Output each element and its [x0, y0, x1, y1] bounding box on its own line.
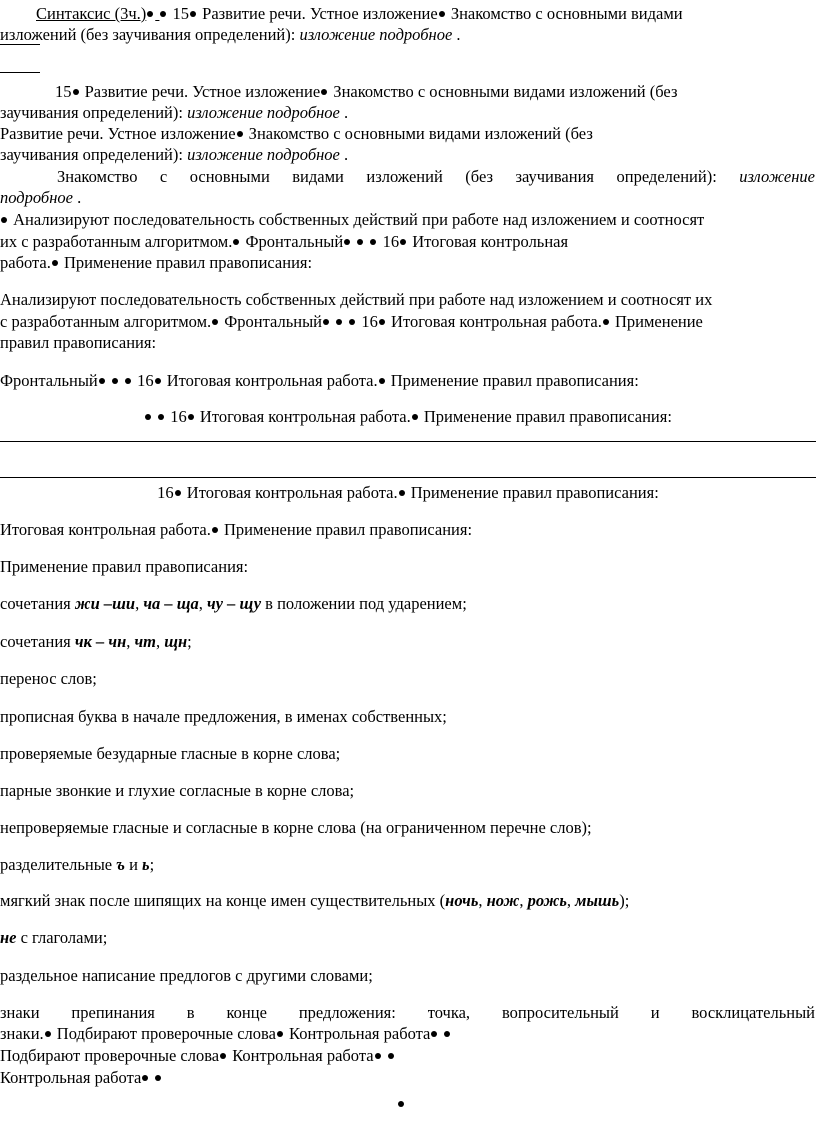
bullet-icon	[357, 239, 363, 245]
text: нож	[486, 891, 520, 910]
bullet-icon	[379, 378, 385, 384]
bullet-icon	[212, 527, 218, 533]
check-words-line	[0, 1046, 396, 1066]
rule-item	[0, 928, 107, 948]
text: Развитие речи. Устное изложение	[0, 124, 236, 143]
text: рожь	[527, 891, 567, 910]
text: работа.	[0, 253, 51, 272]
apply-line: Применение правил правописания:	[0, 557, 249, 576]
bullet-icon	[444, 1031, 450, 1037]
rule-item: сочетания жи –ши, ча – ща, чу – щу в положении под ударением;	[0, 594, 467, 613]
text: Знакомство с основными видами изложений (без	[333, 82, 678, 101]
bullet-icon	[375, 1053, 381, 1059]
analyze2-line-3	[0, 333, 156, 353]
block3-line-2: заучивания определений): изложение подробное .	[0, 145, 349, 164]
text: изложение	[739, 167, 816, 186]
bullet-icon	[379, 319, 385, 325]
bullet-icon	[321, 89, 327, 95]
text: Знакомство с основными видами изложений (без заучивания определений):	[57, 167, 717, 186]
analyze-line-2	[0, 232, 568, 252]
bullet-icon	[125, 378, 131, 384]
text: Подбирают проверочные слова	[56, 1024, 276, 1043]
text: Подбирают проверочные слова	[0, 1046, 220, 1065]
lesson-topic: Знакомство с основными видами	[450, 4, 683, 23]
lesson-title: Развитие речи. Устное изложение	[202, 4, 438, 23]
bullet-icon	[188, 414, 194, 420]
text: жи –ши	[74, 594, 136, 613]
text: Развитие речи. Устное изложение	[84, 82, 321, 101]
bullet-icon	[73, 89, 79, 95]
rule-item: мягкий знак после шипящих на конце имен существительных (ночь, нож, рожь, мышь);	[0, 891, 630, 910]
bullet-icon	[431, 1031, 437, 1037]
bullet-icon	[349, 319, 355, 325]
text: чт	[134, 632, 156, 651]
bullet-icon	[439, 11, 445, 17]
text: 16	[137, 371, 154, 390]
bullet-icon	[147, 11, 153, 17]
trailing-bullet	[397, 1094, 406, 1114]
analyze-line-1	[0, 210, 704, 230]
lesson-number: 15	[172, 4, 190, 23]
underline-stub	[0, 44, 40, 45]
text: Анализируют последовательность собственных действий при работе над изложением и соотносят	[13, 210, 705, 229]
rule-item-cont	[0, 1024, 452, 1044]
text: 16	[382, 232, 400, 251]
bullet-icon	[388, 1053, 394, 1059]
text: Знакомство с основными видами изложений (без	[248, 124, 593, 143]
bullet-icon	[412, 414, 418, 420]
divider-stub	[0, 72, 40, 73]
text: с глаголами;	[20, 928, 108, 947]
bullet-icon	[398, 1101, 404, 1107]
analyze2-line-1	[0, 290, 712, 310]
bullet-icon	[145, 414, 151, 420]
rule-item: проверяемые безударные гласные в корне слова;	[0, 744, 341, 763]
text: их с разработанным алгоритмом.	[0, 232, 233, 251]
horizontal-rule	[0, 441, 816, 442]
text: 16	[361, 312, 378, 331]
text: не	[0, 928, 17, 947]
text: ночь	[445, 891, 479, 910]
rule-item: знаки препинания в конце предложения: точка, вопросительный и восклицательный	[0, 1003, 815, 1022]
header-line-2: изложений (без заучивания определений): изложение подробное .	[0, 25, 461, 44]
rule-item: парные звонкие и глухие согласные в корне слова;	[0, 781, 355, 800]
text: Фронтальный	[224, 312, 323, 331]
text: ь	[142, 855, 150, 874]
text: Итоговая контрольная	[412, 232, 569, 251]
text: сочетания	[0, 632, 71, 651]
text: Применение правил правописания:	[423, 407, 672, 426]
text: Контрольная работа	[232, 1046, 374, 1065]
bullet-icon	[400, 239, 406, 245]
bullet-icon	[99, 378, 105, 384]
text: и	[129, 855, 138, 874]
bullet-icon	[112, 378, 118, 384]
text: Применение	[614, 312, 703, 331]
text: Фронтальный	[0, 371, 98, 390]
text: Итоговая контрольная работа.	[391, 312, 602, 331]
text: Применение правил правописания:	[64, 253, 313, 272]
bullet-icon	[277, 1031, 283, 1037]
bullet-icon	[220, 1053, 226, 1059]
header-line-1	[36, 4, 683, 24]
text: мягкий знак после шипящих на конце имен существительных (	[0, 891, 446, 910]
text: заучивания определений):	[0, 103, 183, 122]
text: Применение правил правописания:	[410, 483, 659, 502]
text: изложение подробное	[187, 103, 340, 122]
text: Контрольная работа	[289, 1024, 431, 1043]
block3-line-1	[0, 124, 593, 144]
text: сочетания	[0, 594, 71, 613]
text: 16	[170, 407, 187, 426]
lesson-form: изложение подробное	[299, 25, 453, 44]
text: Итоговая контрольная работа.	[199, 407, 411, 426]
block2-line-1	[55, 82, 677, 102]
bullet-icon	[175, 490, 181, 496]
block4-line-1	[57, 167, 815, 187]
text: 16	[157, 483, 174, 502]
block2-line-2: заучивания определений): изложение подробное .	[0, 103, 349, 122]
bullet-icon	[344, 239, 350, 245]
bullet-icon	[399, 490, 405, 496]
text: изложение подробное	[187, 145, 340, 164]
text: правил правописания:	[0, 333, 157, 352]
control-work-line	[0, 1068, 163, 1088]
bullet-icon	[52, 260, 58, 266]
bullet-icon	[336, 319, 342, 325]
horizontal-rule	[0, 477, 816, 478]
bullet-icon	[233, 239, 239, 245]
text: заучивания определений):	[0, 145, 183, 164]
bullet-icon	[1, 217, 7, 223]
frontal-line	[0, 371, 639, 391]
bullet-icon	[160, 11, 166, 17]
text: ъ	[116, 855, 125, 874]
rule-item: разделительные ъ и ь;	[0, 855, 155, 874]
analyze-line-3	[0, 253, 312, 273]
bullet-icon	[212, 319, 218, 325]
bullet-icon	[603, 319, 609, 325]
lesson-topic-end: изложений (без заучивания определений):	[0, 25, 296, 44]
block4-line-2: подробное .	[0, 188, 82, 207]
text: Применение правил правописания:	[390, 371, 639, 390]
rule-item: раздельное написание предлогов с другими словами;	[0, 966, 373, 985]
text: Итоговая контрольная работа.	[166, 371, 378, 390]
centered-line-1	[0, 407, 816, 427]
bullet-icon	[323, 319, 329, 325]
analyze2-line-2	[0, 312, 703, 332]
text: подробное	[0, 188, 73, 207]
bullet-icon	[190, 11, 196, 17]
itog-line	[0, 520, 472, 540]
bullet-icon	[155, 378, 161, 384]
bullet-icon	[142, 1075, 148, 1081]
syntax-label: Синтаксис (3ч.)	[36, 4, 147, 23]
text: ча – ща	[143, 594, 199, 613]
text: чу – щу	[206, 594, 262, 613]
text: щн	[164, 632, 188, 651]
text: Фронтальный	[245, 232, 344, 251]
rule-item: сочетания чк – чн, чт, щн;	[0, 632, 192, 651]
lesson-number: 15	[55, 82, 72, 101]
centered-line-2	[0, 483, 816, 503]
rule-item: непроверяемые гласные и согласные в корне слова (на ограниченном перечне слов);	[0, 818, 592, 837]
bullet-icon	[158, 414, 164, 420]
text: Итоговая контрольная работа.	[186, 483, 398, 502]
bullet-icon	[45, 1031, 51, 1037]
text: Применение правил правописания:	[223, 520, 473, 539]
text: Анализируют последовательность собственных действий при работе над изложением и соотносят их	[0, 290, 713, 309]
text: разделительные	[0, 855, 113, 874]
text: мышь	[575, 891, 620, 910]
bullet-icon	[237, 131, 243, 137]
text: чк – чн	[74, 632, 127, 651]
text: в положении под ударением;	[265, 594, 467, 613]
rule-item: прописная буква в начале предложения, в именах собственных;	[0, 707, 447, 726]
text: Итоговая контрольная работа.	[0, 520, 211, 539]
rule-item: перенос слов;	[0, 669, 97, 688]
bullet-icon	[155, 1075, 161, 1081]
bullet-icon	[370, 239, 376, 245]
text: с разработанным алгоритмом.	[0, 312, 212, 331]
text: Контрольная работа	[0, 1068, 142, 1087]
text: знаки.	[0, 1024, 44, 1043]
